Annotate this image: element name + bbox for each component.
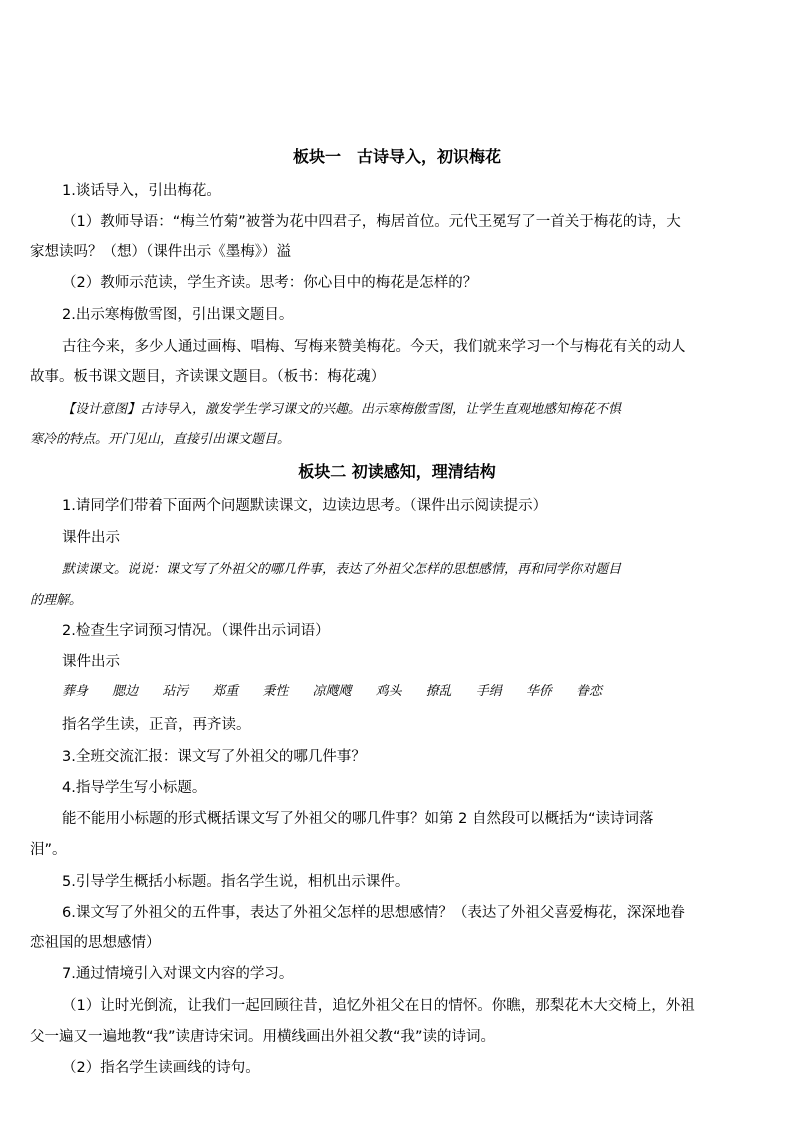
paragraph: 能不能用小标题的形式概括课文写了外祖父的哪几件事？如第 2 自然段可以概括为“读诗词落 [62,811,654,827]
courseware-label: 课件出示 [62,530,120,546]
paragraph: 父一遍又一遍地教“我”读唐诗宋词。用横线画出外祖父教“我”读的诗词。 [30,1029,496,1045]
paragraph: （1）教师导语：“梅兰竹菊”被誉为花中四君子，梅居首位。元代王冕写了一首关于梅花的诗，大 [62,214,681,230]
paragraph: 4.指导学生写小标题。 [62,780,207,796]
vocab-word: 玷污 [162,684,189,699]
paragraph: 恋祖国的思想感情） [30,935,161,951]
section-heading-2: 板块二 初读感知，理清结构 [298,462,496,481]
paragraph: 5.引导学生概括小标题。指名学生说，相机出示课件。 [62,874,410,890]
vocab-word: 手绢 [475,684,502,699]
courseware-content: 的理解。 [30,593,83,608]
paragraph: 古往今来，多少人通过画梅、唱梅、写梅来赞美梅花。今天，我们就来学习一个与梅花有关的动人 [62,339,686,355]
courseware-label: 课件出示 [62,654,120,670]
vocab-word: 郑重 [212,684,239,699]
paragraph: 故事。板书课文题目，齐读课文题目。（板书：梅花魂） [30,369,386,385]
design-intent: 【设计意图】古诗导入，激发学生学习课文的兴趣。出示寒梅傲雪图，让学生直观地感知梅花不惧 [62,402,622,417]
paragraph: 2.出示寒梅傲雪图，引出课文题目。 [62,307,294,323]
courseware-content: 默读课文。说说：课文写了外祖父的哪几件事，表达了外祖父怎样的思想感情，再和同学你对题目 [62,562,622,577]
vocab-word: 撩乱 [425,684,452,699]
vocab-word: 葬身 [62,684,89,699]
paragraph: 7.通过情境引入对课文内容的学习。 [62,966,294,982]
vocab-word: 鸡头 [375,684,402,699]
paragraph: 2.检查生字词预习情况。（课件出示词语） [62,623,330,639]
vocab-word: 秉性 [262,684,289,699]
section-heading-1: 板块一 古诗导入，初识梅花 [292,147,501,166]
vocab-word: 腮边 [112,684,139,699]
paragraph: 6.课文写了外祖父的五件事，表达了外祖父怎样的思想感情？（表达了外祖父喜爱梅花，深深地眷 [62,905,685,921]
paragraph: 泪”。 [30,842,67,858]
vocab-word: 眷恋 [575,684,602,699]
paragraph: （2）教师示范读，学生齐读。思考：你心目中的梅花是怎样的？ [62,275,478,291]
paragraph: 1.请同学们带着下面两个问题默读课文，边读边思考。（课件出示阅读提示） [62,498,548,514]
vocab-word: 华侨 [525,684,552,699]
paragraph: 指名学生读，正音，再齐读。 [62,717,251,733]
paragraph: 1.谈话导入，引出梅花。 [62,183,221,199]
paragraph: 3.全班交流汇报：课文写了外祖父的哪几件事？ [62,749,366,765]
design-intent: 寒冷的特点。开门见山，直接引出课文题目。 [30,432,291,447]
paragraph: （1）让时光倒流，让我们一起回顾往昔，追忆外祖父在日的情怀。你瞧，那梨花木大交椅上，外祖 [62,998,695,1014]
paragraph: 家想读吗？（想）（课件出示《墨梅》）溢 [30,244,291,260]
vocab-word: 凉飕飕 [312,684,352,699]
paragraph: （2）指名学生读画线的诗句。 [62,1060,260,1076]
vocabulary-list [62,682,602,702]
